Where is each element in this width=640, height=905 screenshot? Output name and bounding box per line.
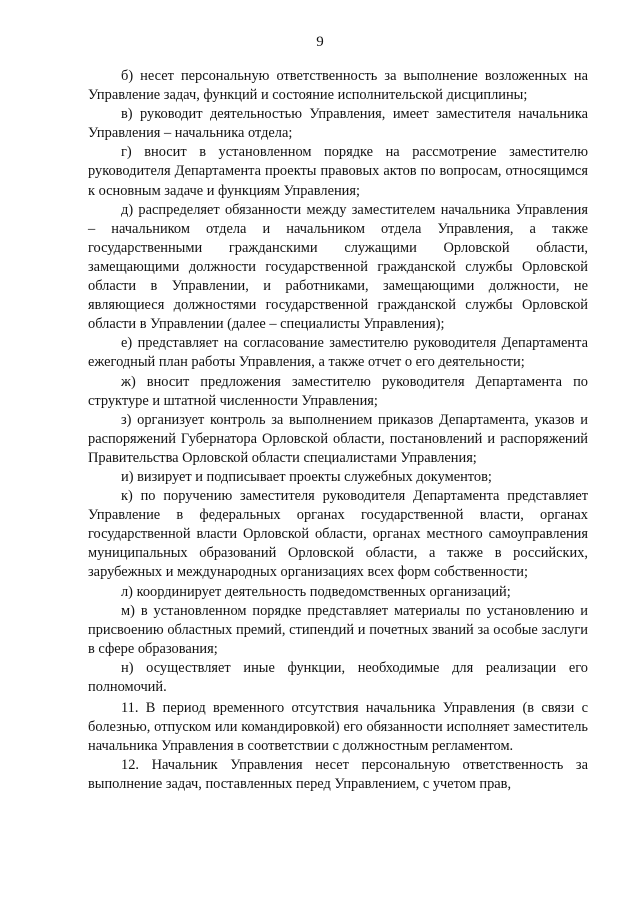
- paragraph-m: м) в установленном порядке представляет материалы по установлению и присвоению областных премий, стипендий и почетных званий за особые заслуги в сфере образования;: [88, 602, 588, 657]
- clause-11: 11. В период временного отсутствия начальника Управления (в связи с болезнью, отпуском или командировкой) его обязанности исполняет заместитель начальника Управления в соответствии с должностным регламентом.: [88, 700, 588, 755]
- paragraph-e: е) представляет на согласование заместителю руководителя Департамента ежегодный план работы Управления, а также отчет о его деятельности;: [88, 335, 588, 371]
- paragraph-z: з) организует контроль за выполнением приказов Департамента, указов и распоряжений Губернатора Орловской области, постановлений и распоряжений Правительства Орловской области специалистами Управления;: [88, 411, 588, 466]
- document-body: [88, 67, 588, 795]
- page-number: 9: [316, 34, 324, 50]
- clause-12: 12. Начальник Управления несет персональную ответственность за выполнение задач, поставленных перед Управлением, с учетом прав,: [88, 757, 588, 793]
- paragraph-d: д) распределяет обязанности между заместителем начальника Управления – начальником отдела и начальником отдела Управления, а также государственными гражданскими служащими Орловской области, замещающими должности государственной гражданской службы Орловской области в Управлении, и работниками, замещающими должности, не являющиеся должностями государственной гражданской службы Орловской области в Управлении (далее – специалисты Управления);: [88, 201, 588, 333]
- paragraph-v: в) руководит деятельностью Управления, имеет заместителя начальника Управления – начальника отдела;: [88, 106, 588, 142]
- paragraph-zh: ж) вносит предложения заместителю руководителя Департамента по структуре и штатной численности Управления;: [88, 373, 588, 409]
- paragraph-b: б) несет персональную ответственность за выполнение возложенных на Управление задач, функций и состояние исполнительской дисциплины;: [88, 68, 588, 104]
- paragraph-i: и) визирует и подписывает проекты служебных документов;: [121, 468, 492, 485]
- paragraph-n: н) осуществляет иные функции, необходимые для реализации его полномочий.: [88, 659, 588, 695]
- paragraph-g: г) вносит в установленном порядке на рассмотрение заместителю руководителя Департамента проекты правовых актов по вопросам, относящимся к основным задаче и функциям Управления;: [88, 144, 588, 199]
- paragraph-l: л) координирует деятельность подведомственных организаций;: [121, 583, 511, 600]
- paragraph-k: к) по поручению заместителя руководителя Департамента представляет Управление в федеральных органах государственной власти, органах государственной власти Орловской области, органах местного самоуправления муниципальных образований Орловской области, а также в российских, зарубежных и международных организациях всех форм собственности;: [88, 488, 588, 581]
